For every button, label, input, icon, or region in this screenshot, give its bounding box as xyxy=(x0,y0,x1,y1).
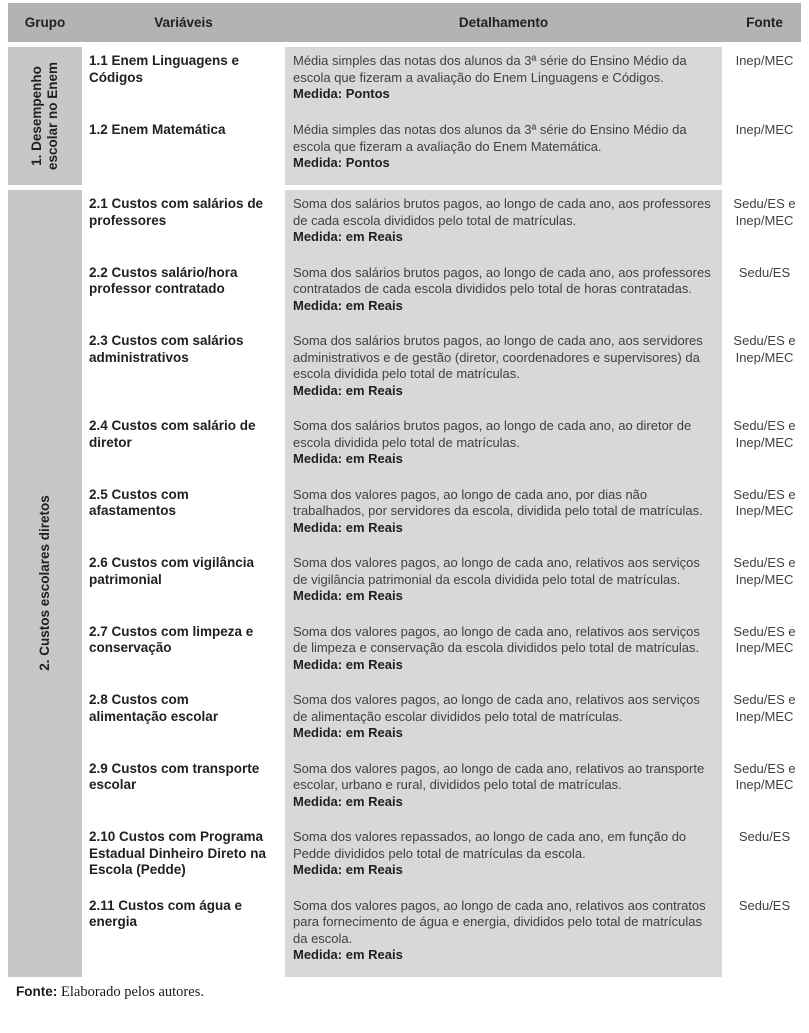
source-note-text: Elaborado pelos autores. xyxy=(61,983,204,1000)
table-group xyxy=(8,47,801,185)
measure-text: Medida: em Reais xyxy=(293,725,403,740)
measure-text: Medida: em Reais xyxy=(293,862,403,877)
detail-cell xyxy=(285,47,722,116)
detail-description: Soma dos valores repassados, ao longo de cada ano, em função do Pedde divididos pelo total de matrículas da escola. xyxy=(293,829,687,861)
header-cell-variaveis: Variáveis xyxy=(154,15,213,30)
measure-text: Medida: Pontos xyxy=(293,155,390,170)
measure-text: Medida: em Reais xyxy=(293,947,403,962)
detail-cell xyxy=(285,190,722,259)
measure-text: Medida: em Reais xyxy=(293,451,403,466)
detail-cell xyxy=(285,892,722,977)
group-rows xyxy=(82,190,807,977)
table-row xyxy=(82,686,807,755)
table-row xyxy=(82,116,807,185)
table-row xyxy=(82,259,807,328)
variable-cell: 2.7 Custos com limpeza e conservação xyxy=(82,618,285,687)
group-rows xyxy=(82,47,807,185)
measure-text: Medida: em Reais xyxy=(293,519,403,535)
detail-description: Soma dos valores pagos, ao longo de cada ano, relativos aos serviços de limpeza e conservação da escola divididos pelo total de matrículas. xyxy=(293,623,700,655)
variable-cell: 2.2 Custos salário/hora professor contratado xyxy=(82,259,285,328)
source-cell: Sedu/ES xyxy=(722,823,807,892)
measure-text: Medida: em Reais xyxy=(293,297,403,313)
detail-description: Média simples das notas dos alunos da 3ª série do Ensino Médio da escola que fizeram a avaliação do Enem Matemática. xyxy=(293,122,687,154)
source-cell: Sedu/ES xyxy=(722,259,807,328)
detail-description: Soma dos valores pagos, ao longo de cada ano, relativos ao transporte escolar, urbano e rural, divididos pelo total de matrículas. xyxy=(293,760,705,792)
detail-description: Soma dos salários brutos pagos, ao longo de cada ano, ao diretor de escola dividida pelo total de matrículas. xyxy=(293,418,692,450)
measure-text: Medida: em Reais xyxy=(293,382,403,398)
variable-cell: 1.1 Enem Linguagens e Códigos xyxy=(82,47,285,116)
group-label-vertical: 1. Desempenho escolar no Enem xyxy=(29,61,60,171)
table-row xyxy=(82,823,807,892)
source-note-label: Fonte: xyxy=(16,983,58,999)
variable-cell: 2.5 Custos com afastamentos xyxy=(82,481,285,550)
source-cell: Sedu/ES e Inep/MEC xyxy=(722,412,807,481)
source-cell: Inep/MEC xyxy=(722,47,807,116)
header-cell-fonte: Fonte xyxy=(746,15,783,30)
table-row xyxy=(82,755,807,824)
source-cell: Sedu/ES e Inep/MEC xyxy=(722,618,807,687)
detail-description: Soma dos valores pagos, ao longo de cada ano, relativos aos serviços de alimentação escolar divididos pelo total de matrículas. xyxy=(293,692,700,724)
measure-text: Medida: em Reais xyxy=(293,656,403,672)
detail-description: Soma dos salários brutos pagos, ao longo de cada ano, aos servidores administrativos e de gestão (diretor, coordenadores e supervisores) da escola dividida pelo total de matrículas. xyxy=(293,333,703,381)
detail-cell xyxy=(285,755,722,824)
source-cell: Sedu/ES e Inep/MEC xyxy=(722,327,807,412)
source-cell: Inep/MEC xyxy=(722,116,807,185)
measure-text: Medida: em Reais xyxy=(293,588,403,603)
source-cell: Sedu/ES e Inep/MEC xyxy=(722,190,807,259)
detail-description: Média simples das notas dos alunos da 3ª série do Ensino Médio da escola que fizeram a avaliação do Enem Linguagens e Códigos. xyxy=(293,53,687,85)
detail-cell xyxy=(285,549,722,618)
table-body xyxy=(8,47,801,977)
source-cell: Sedu/ES e Inep/MEC xyxy=(722,755,807,824)
detail-cell xyxy=(285,618,722,687)
detail-description: Soma dos salários brutos pagos, ao longo de cada ano, aos professores contratados de cada escola divididos pelo total de horas contratadas. xyxy=(293,264,711,296)
table-row xyxy=(82,892,807,977)
header-cell-grupo: Grupo xyxy=(24,15,66,30)
detail-cell xyxy=(285,259,722,328)
detail-description: Soma dos valores pagos, ao longo de cada ano, por dias não trabalhados, por servidores da escola, dividida pelo total de matrículas. xyxy=(293,486,703,518)
variable-cell: 2.6 Custos com vigilância patrimonial xyxy=(82,549,285,618)
detail-cell xyxy=(285,327,722,412)
table-row xyxy=(82,47,807,116)
source-cell: Sedu/ES e Inep/MEC xyxy=(722,686,807,755)
header-cell-detalhamento: Detalhamento xyxy=(458,15,549,30)
detail-description: Soma dos salários brutos pagos, ao longo de cada ano, aos professores de cada escola divididos pelo total de matrículas. xyxy=(293,196,711,228)
source-cell: Sedu/ES e Inep/MEC xyxy=(722,549,807,618)
detail-cell xyxy=(285,686,722,755)
source-cell: Sedu/ES xyxy=(722,892,807,977)
table-row xyxy=(82,481,807,550)
table-header-row xyxy=(8,3,801,42)
variable-cell: 2.1 Custos com salários de professores xyxy=(82,190,285,259)
detail-cell xyxy=(285,412,722,481)
table-row xyxy=(82,618,807,687)
detail-cell xyxy=(285,823,722,892)
variable-cell: 1.2 Enem Matemática xyxy=(82,116,285,185)
variable-cell: 2.3 Custos com salários administrativos xyxy=(82,327,285,412)
table-source-note xyxy=(8,977,801,1001)
table-group xyxy=(8,190,801,977)
table-row xyxy=(82,549,807,618)
group-label-cell xyxy=(8,47,82,185)
variable-cell: 2.8 Custos com alimentação escolar xyxy=(82,686,285,755)
table-row xyxy=(82,412,807,481)
detail-cell xyxy=(285,481,722,550)
variable-cell: 2.9 Custos com transporte escolar xyxy=(82,755,285,824)
group-label-cell xyxy=(8,190,82,977)
detail-description: Soma dos valores pagos, ao longo de cada ano, relativos aos serviços de vigilância patrimonial da escola dividida pelo total de matrículas. xyxy=(293,555,700,587)
measure-text: Medida: em Reais xyxy=(293,229,403,244)
detail-description: Soma dos valores pagos, ao longo de cada ano, relativos aos contratos para fornecimento de água e energia, divididos pelo total de matrículas da escola. xyxy=(293,897,706,946)
table-row xyxy=(82,327,807,412)
table-row xyxy=(82,190,807,259)
detail-cell xyxy=(285,116,722,185)
source-cell: Sedu/ES e Inep/MEC xyxy=(722,481,807,550)
variable-cell: 2.11 Custos com água e energia xyxy=(82,892,285,977)
variable-cell: 2.10 Custos com Programa Estadual Dinheiro Direto na Escola (Pedde) xyxy=(82,823,285,892)
measure-text: Medida: em Reais xyxy=(293,793,403,809)
group-label-vertical: 2. Custos escolares diretos xyxy=(37,495,52,672)
variable-cell: 2.4 Custos com salário de diretor xyxy=(82,412,285,481)
measure-text: Medida: Pontos xyxy=(293,86,390,101)
